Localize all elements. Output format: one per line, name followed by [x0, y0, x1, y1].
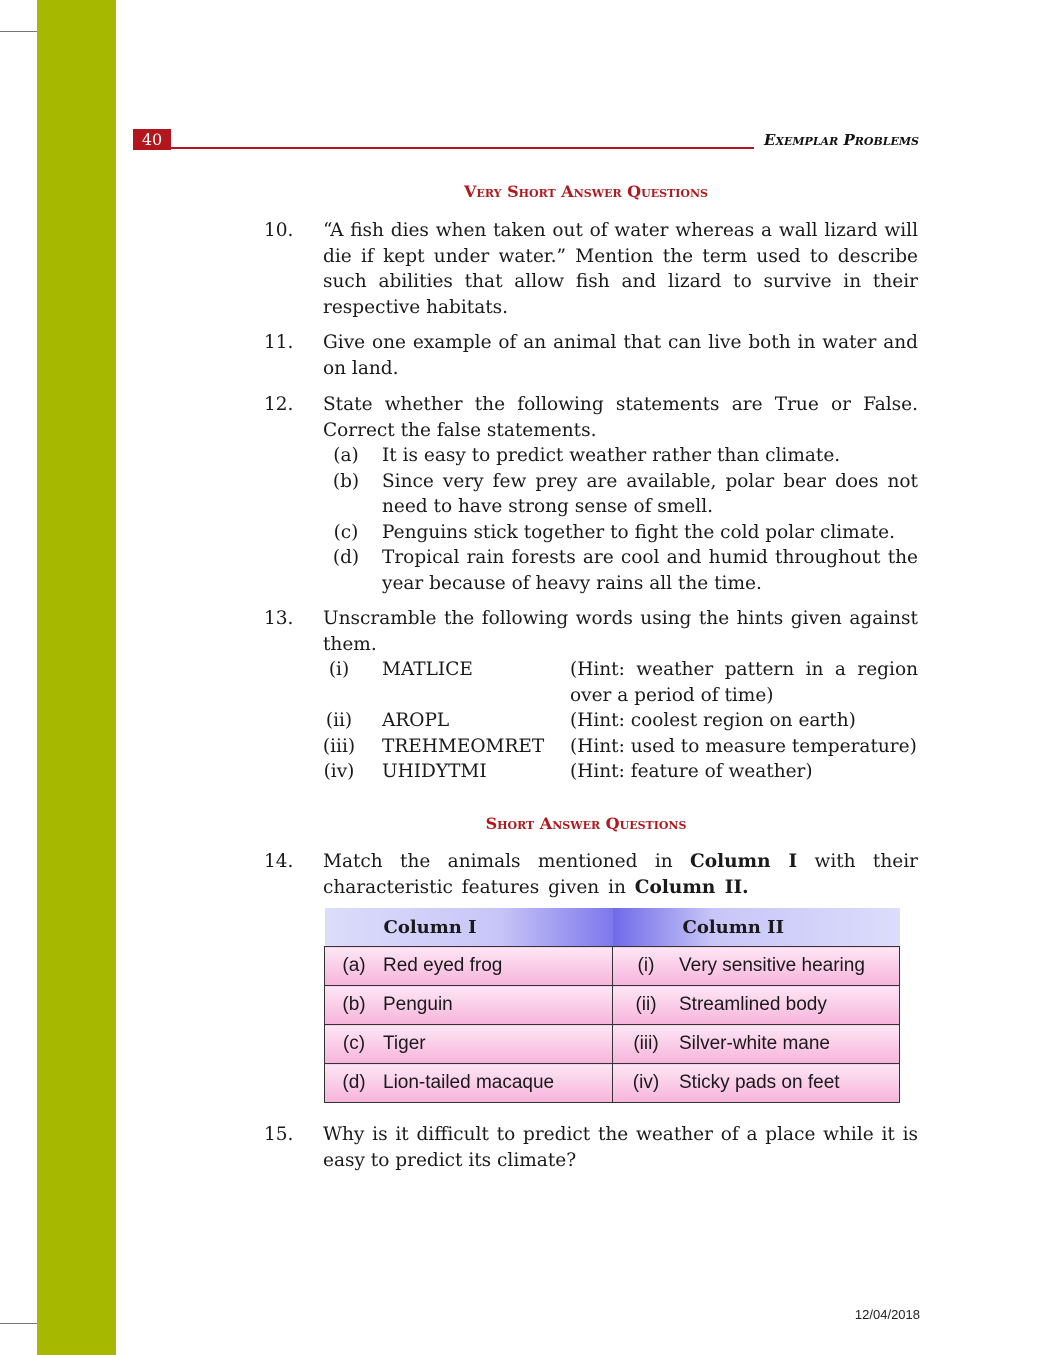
cell-text: Very sensitive hearing	[679, 955, 865, 976]
item-text: Penguins stick together to fight the cold polar climate.	[382, 521, 895, 543]
row-label: (i)	[637, 955, 655, 976]
question-text: Unscramble the following words using the hints given against them.	[323, 608, 918, 655]
question-number: 13.	[264, 608, 294, 629]
cell-text: Penguin	[383, 994, 453, 1015]
scrambled-word: AROPL	[382, 710, 450, 731]
question-text	[323, 849, 918, 900]
item-label: (d)	[332, 547, 360, 568]
question-number: 12.	[264, 394, 294, 415]
table-row	[325, 1025, 900, 1064]
cell-text: Streamlined body	[679, 994, 827, 1015]
question-10	[264, 218, 918, 320]
item-text: It is easy to predict weather rather than climate.	[382, 445, 841, 466]
footer-date: 12/04/2018	[854, 1307, 920, 1322]
side-color-bar	[37, 0, 116, 1355]
item-label: (a)	[333, 445, 359, 466]
text-run: Match the animals mentioned in	[323, 851, 690, 872]
item-label: (ii)	[325, 710, 353, 731]
cell-text: Silver-white mane	[679, 1033, 830, 1054]
table-row	[325, 1064, 900, 1103]
column-header	[613, 908, 900, 947]
table-cell	[325, 1064, 613, 1103]
row-label: (b)	[342, 994, 366, 1015]
bold-term: Column I	[690, 851, 798, 872]
row-label: (ii)	[635, 994, 657, 1015]
item-text: Since very few prey are available, polar bear does not need to have strong sense of smell.	[382, 470, 918, 517]
cell-text: Red eyed frog	[383, 955, 503, 976]
question-13	[264, 606, 918, 785]
row-label: (c)	[342, 1033, 366, 1054]
question-number: 11.	[264, 332, 294, 353]
question-number: 10.	[264, 220, 294, 241]
question-12	[264, 392, 918, 596]
scrambled-word: MATLICE	[382, 659, 473, 680]
hint-text: (Hint: used to measure temperature)	[570, 735, 917, 757]
row-label: (d)	[342, 1072, 366, 1093]
row-label: (iii)	[633, 1033, 659, 1054]
scrambled-word: UHIDYTMI	[382, 761, 487, 782]
header-label: Column I	[383, 916, 477, 938]
cell-text: Lion-tailed macaque	[383, 1072, 555, 1093]
hint-text: (Hint: weather pattern in a region over a period of time)	[570, 659, 918, 706]
column-header	[325, 908, 613, 947]
list-item	[323, 759, 918, 785]
cell-text: Sticky pads on feet	[679, 1072, 840, 1093]
item-label: (i)	[328, 659, 350, 680]
unscramble-list	[323, 657, 918, 785]
item-text: Tropical rain forests are cool and humid throughout the year because of heavy rains all the time.	[382, 547, 918, 594]
question-number: 15.	[264, 1124, 294, 1145]
list-item	[323, 443, 918, 469]
running-head: Exemplar Problems	[764, 131, 919, 149]
text-run: with their characteristic features given in	[323, 851, 918, 898]
question-text: State whether the following statements are True or False. Correct the false statements.	[323, 394, 918, 441]
cell-text: Tiger	[383, 1033, 426, 1054]
question-15	[264, 1122, 918, 1173]
table-cell	[325, 947, 613, 986]
table-cell	[613, 1025, 900, 1064]
question-14	[264, 849, 918, 900]
table-cell	[613, 947, 900, 986]
item-label: (c)	[333, 521, 359, 543]
table-cell	[325, 1025, 613, 1064]
list-item	[323, 734, 918, 760]
list-item	[323, 469, 918, 520]
table-row	[325, 947, 900, 986]
table-cell	[613, 1064, 900, 1103]
bold-term: Column II.	[634, 876, 749, 898]
table-header-row	[325, 908, 900, 947]
match-table	[324, 908, 900, 1103]
question-text: Give one example of an animal that can live both in water and on land.	[323, 332, 918, 379]
list-item	[323, 657, 918, 708]
section-title-very-short: Very Short Answer Questions	[464, 182, 708, 201]
question-number: 14.	[264, 851, 294, 872]
table-cell	[613, 986, 900, 1025]
question-text: “A fish dies when taken out of water whereas a wall lizard will die if kept under water.” Mention the term used to describe such abilities that allow fish and lizard to survive in their respective habitats.	[323, 220, 918, 318]
header-label: Column II	[682, 916, 784, 938]
row-label: (a)	[342, 955, 366, 976]
hint-text: (Hint: coolest region on earth)	[570, 710, 856, 731]
hint-text: (Hint: feature of weather)	[570, 761, 813, 782]
scrambled-word: TREHMEOMRET	[382, 735, 545, 757]
item-label: (iv)	[323, 761, 355, 782]
list-item	[323, 708, 918, 734]
section-title-short: Short Answer Questions	[485, 814, 687, 833]
list-item	[323, 545, 918, 596]
question-text: Why is it difficult to predict the weather of a place while it is easy to predict its climate?	[323, 1124, 918, 1171]
table-cell	[325, 986, 613, 1025]
row-label: (iv)	[632, 1072, 660, 1093]
page-number: 40	[133, 129, 171, 150]
item-label: (b)	[332, 470, 360, 492]
header-rule	[171, 147, 754, 149]
item-label: (iii)	[322, 735, 356, 757]
list-item	[323, 520, 918, 546]
statement-list	[323, 443, 918, 596]
question-11	[264, 330, 918, 381]
table-row	[325, 986, 900, 1025]
